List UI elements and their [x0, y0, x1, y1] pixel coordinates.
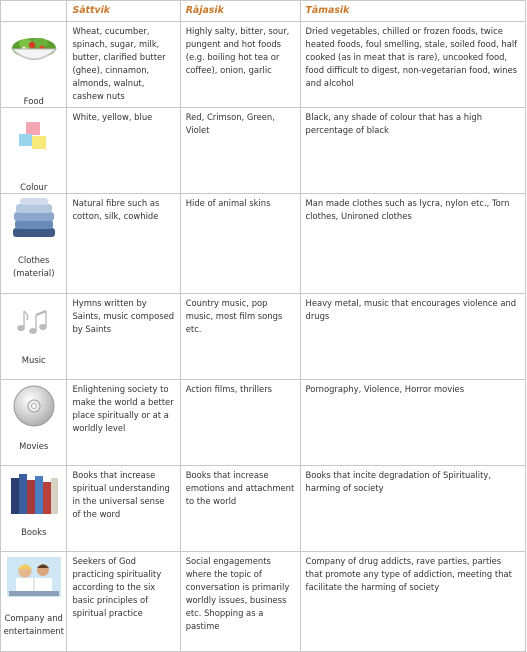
tamasik-cell: Company of drug addicts, rave parties, parties that promote any type of addiction, meeting that facilitate the harming of society [300, 552, 525, 652]
category-label: Music [21, 355, 46, 365]
category-label: Books [21, 527, 47, 537]
category-label: Movies [19, 441, 49, 451]
rajasik-cell: Books that increase emotions and attachment to the world [180, 466, 300, 552]
sattvik-cell: Hymns written by Saints, music composed by Saints [67, 294, 180, 380]
table-row-clothes [1, 194, 526, 294]
category-cell [1, 108, 67, 194]
header-blank [1, 1, 67, 22]
table-row-movies [1, 380, 526, 466]
header-sattvik: Sāttvik [67, 1, 180, 22]
sattvik-cell: Enlightening society to make the world a better place spiritually or at a worldly level [67, 380, 180, 466]
table-row-colour [1, 108, 526, 194]
disc-icon [6, 384, 62, 428]
category-cell [1, 294, 67, 380]
category-label: Company and entertainment [3, 613, 64, 636]
header-tamasik: Tāmasik [300, 1, 525, 22]
sattvik-cell: Wheat, cucumber, spinach, sugar, milk, butter, clarified butter (ghee), cinnamon, almonds, walnut, cashew nuts [67, 22, 180, 108]
sattvik-cell: White, yellow, blue [67, 108, 180, 194]
category-label: Colour [20, 182, 48, 192]
sattvik-cell: Natural fibre such as cotton, silk, cowhide [67, 194, 180, 294]
reading-people-icon [6, 556, 62, 600]
category-cell [1, 22, 67, 108]
rajasik-cell: Country music, pop music, most film songs etc. [180, 294, 300, 380]
header-row [1, 1, 526, 22]
category-label: Food [23, 96, 44, 106]
music-notes-icon [6, 298, 62, 342]
category-label: Clothes (material) [12, 255, 55, 278]
tamasik-cell: Black, any shade of colour that has a high percentage of black [300, 108, 525, 194]
category-cell [1, 466, 67, 552]
tamasik-cell: Books that incite degradation of Spirituality, harming of society [300, 466, 525, 552]
category-cell [1, 380, 67, 466]
header-rajasik: Rājasik [180, 1, 300, 22]
rajasik-cell: Red, Crimson, Green, Violet [180, 108, 300, 194]
tamasik-cell: Heavy metal, music that encourages violence and drugs [300, 294, 525, 380]
folded-clothes-icon [6, 198, 62, 242]
table-row-music [1, 294, 526, 380]
colour-swatches-icon [6, 112, 62, 156]
books-icon [6, 470, 62, 514]
category-cell [1, 552, 67, 652]
sattvik-cell: Books that increase spiritual understanding in the universal sense of the word [67, 466, 180, 552]
table-row-food [1, 22, 526, 108]
category-cell [1, 194, 67, 294]
rajasik-cell: Highly salty, bitter, sour, pungent and hot foods (e.g. boiling hot tea or coffee), onion, garlic [180, 22, 300, 108]
rajasik-cell: Action films, thrillers [180, 380, 300, 466]
table-row-books [1, 466, 526, 552]
rajasik-cell: Hide of animal skins [180, 194, 300, 294]
tamasik-cell: Man made clothes such as lycra, nylon etc., Torn clothes, Unironed clothes [300, 194, 525, 294]
salad-bowl-icon [6, 26, 62, 70]
sattvik-cell: Seekers of God practicing spirituality according to the six basic principles of spiritual practice [67, 552, 180, 652]
table-row-company [1, 552, 526, 652]
tamasik-cell: Pornography, Violence, Horror movies [300, 380, 525, 466]
rajasik-cell: Social engagements where the topic of conversation is primarily worldly issues, business etc. Shopping as a pastime [180, 552, 300, 652]
tamasik-cell: Dried vegetables, chilled or frozen foods, twice heated foods, foul smelling, stale, soiled food, half cooked (as in meat that is rare), uncooked food, food difficult to digest, non-vegetarian food, wines and alcohol [300, 22, 525, 108]
